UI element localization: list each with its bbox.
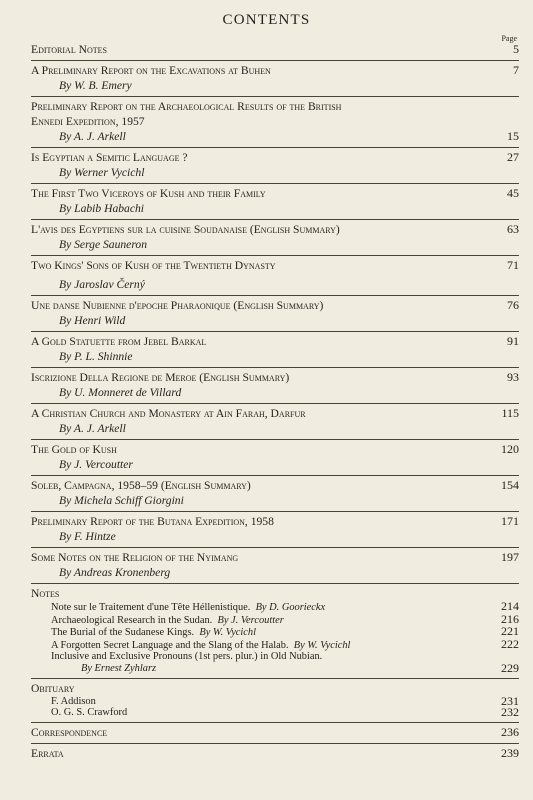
errata-page: 239 [501,745,519,760]
entry-author: By J. Vercoutter [59,458,133,471]
note-page: 221 [501,624,519,639]
entry-title: Two Kings' Sons of Kush of the Twentieth Dynasty [31,259,276,272]
note-item [31,636,519,652]
toc-entry [31,404,519,440]
obituary-item [31,693,519,708]
entry-author: By F. Hintze [59,530,116,543]
entry-page: 91 [507,334,519,348]
obituary-page: 232 [501,705,519,720]
correspondence-page: 236 [501,724,519,739]
toc-entry [31,332,519,368]
page-title: CONTENTS [222,12,311,28]
entry-author: By U. Monneret de Villard [59,386,182,399]
note-item [31,611,519,627]
note-item [31,651,519,663]
toc-entry [31,97,519,148]
entry-author: By A. J. Arkell [59,422,126,435]
toc-entry [31,548,519,584]
toc-entry [31,184,519,220]
entry-author: By A. J. Arkell [59,130,126,143]
note-item [31,626,519,639]
entry-title: Some Notes on the Religion of the Nyimang [31,551,239,564]
obituary-page: 231 [501,693,519,708]
toc-entry [31,148,519,184]
note-author: By W. Vycichl [199,627,256,639]
entry-title: Iscrizione Della Regione de Meroe (English Summary) [31,371,290,384]
errata-entry [31,744,519,764]
note-title: Note sur le Traitement d'une Tête Héllenistique. [51,602,251,613]
correspondence-title: Correspondence [31,725,108,739]
note-page: 216 [501,611,519,626]
entry-title: The Gold of Kush [31,443,117,456]
entry-page: 5 [513,42,519,56]
entry-author: By Serge Sauneron [59,238,147,251]
entry-author: By P. L. Shinnie [59,350,133,363]
entry-page: 7 [513,63,519,77]
entry-author: By Henri Wild [59,314,126,327]
toc-entry [31,440,519,476]
correspondence-entry [31,723,519,744]
entry-author: By Labib Habachi [59,202,145,215]
entry-title: A Christian Church and Monastery at Ain Farah, Darfur [31,407,306,420]
entry-page: 27 [507,150,519,164]
note-author: By D. Goorieckx [255,602,326,613]
note-page: 222 [501,636,519,651]
entry-title: Editorial Notes [31,43,107,56]
entry-author: By W. B. Emery [59,79,132,92]
note-page: 229 [501,660,519,675]
toc-entry [31,40,519,61]
entry-title: Une danse Nubienne d'epoche Pharaonique (English Summary) [31,299,324,312]
notes-section [31,584,519,679]
note-page: 214 [501,599,519,613]
note-title: Archaeological Research in the Sudan. [51,614,213,626]
entry-page: 93 [507,370,519,384]
note-title: The Burial of the Sudanese Kings. [51,627,195,639]
entry-author: By Jaroslav Černý [59,278,145,291]
contents-list [31,40,519,764]
obituary-section [31,679,519,723]
entry-title-continued: Ennedi Expedition, 1957 [31,115,145,128]
note-title: Inclusive and Exclusive Pronouns (1st pers. plur.) in Old Nubian. [51,651,323,663]
entry-page: 120 [501,442,519,456]
entry-title: The First Two Viceroys of Kush and their Family [31,187,266,200]
entry-author: By Michela Schiff Giorgini [59,494,184,507]
entry-title: L'avis des Egyptiens sur la cuisine Soudanaise (English Summary) [31,223,340,236]
note-author: By Ernest Zyhlarz [81,662,157,674]
entry-title: A Preliminary Report on the Excavations at Buhen [31,64,271,77]
entry-title: Preliminary Report on the Archaeological Results of the British [31,100,342,113]
entry-page: 76 [507,298,519,312]
note-item-author-row [31,660,519,675]
toc-entry [31,220,519,256]
note-item [31,601,519,614]
toc-entry [31,512,519,548]
entry-page: 45 [507,186,519,200]
note-author: By W. Vycichl [293,639,351,651]
notes-heading: Notes [31,587,60,600]
entry-page: 63 [507,222,519,236]
note-title: A Forgotten Secret Language and the Slang of the Halab. [51,639,289,651]
errata-title: Errata [31,746,64,760]
entry-page: 15 [507,129,519,143]
entry-page: 115 [501,406,519,420]
obituary-name: O. G. S. Crawford [51,707,128,719]
entry-page: 171 [501,514,519,528]
entry-title: Preliminary Report of the Butana Expedition, 1958 [31,515,274,528]
obituary-name: F. Addison [51,695,96,707]
toc-entry [31,296,519,332]
entry-page: 154 [501,478,519,492]
note-author: By J. Vercoutter [217,614,284,626]
page-column-label: Page [501,34,517,43]
entry-page: 71 [507,258,519,272]
entry-title: A Gold Statuette from Jebel Barkal [31,335,207,348]
entry-author: By Andreas Kronenberg [59,566,171,579]
obituary-item [31,707,519,719]
toc-entry [31,61,519,97]
entry-author: By Werner Vycichl [59,166,145,179]
entry-page: 197 [501,550,519,564]
entry-title: Soleb, Campagna, 1958–59 (English Summary) [31,479,251,492]
toc-entry [31,368,519,404]
toc-entry [31,256,519,296]
obituary-heading: Obituary [31,681,75,695]
toc-entry [31,476,519,512]
entry-title: Is Egyptian a Semitic Language ? [31,151,188,164]
